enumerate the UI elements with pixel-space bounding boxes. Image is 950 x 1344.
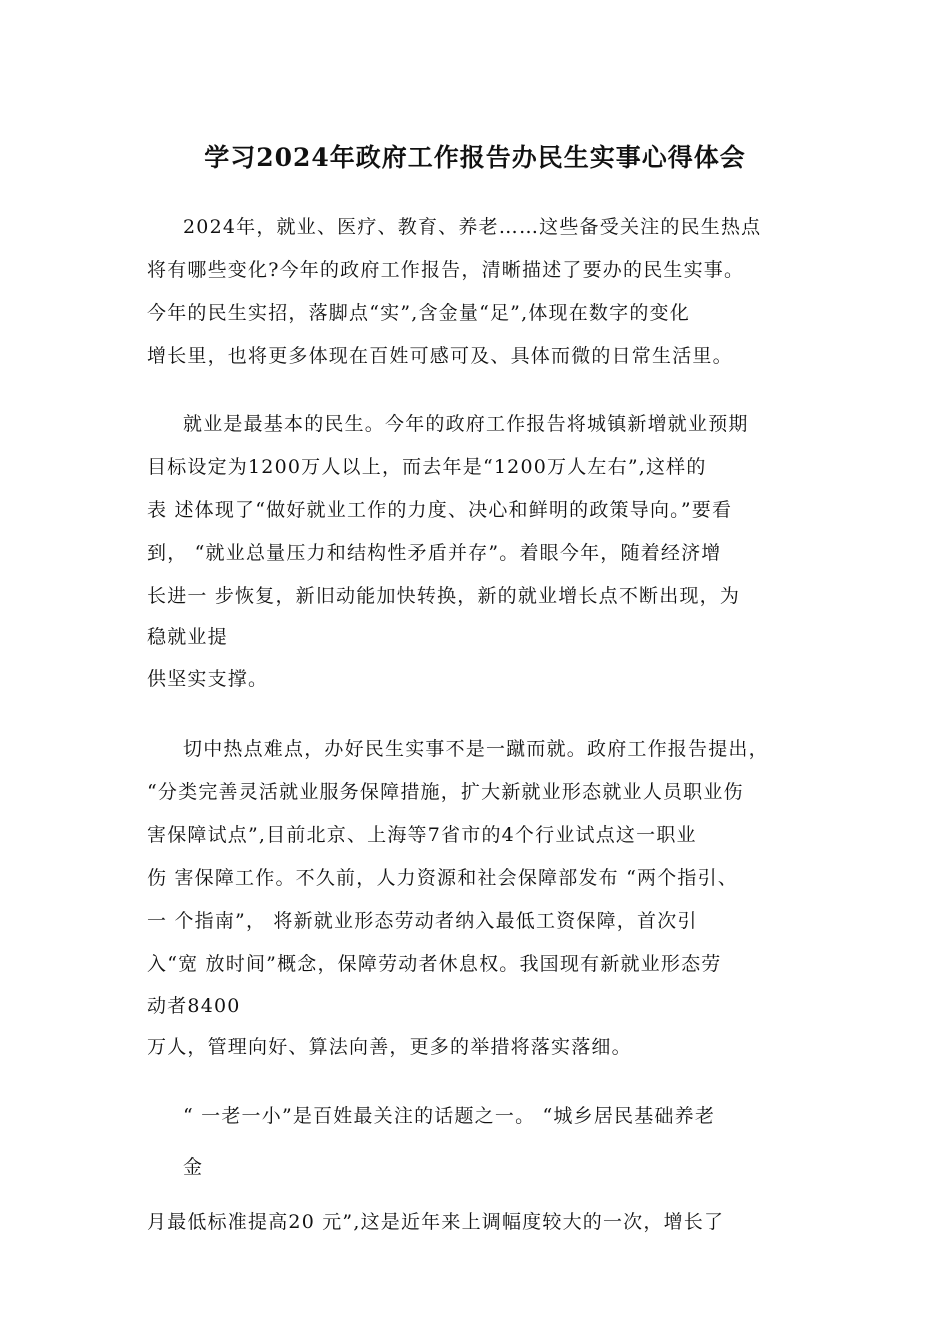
paragraph-4-line-1: “ 一老一小”是百姓最关注的话题之一。 “城乡居民基础养老: [183, 1105, 716, 1127]
paragraph-3-line-5: 一 个指南”， 将新就业形态劳动者纳入最低工资保障，首次引: [147, 910, 698, 932]
paragraph-3-line-1: 切中热点难点，办好民生实事不是一蹴而就。政府工作报告提出，: [183, 738, 769, 760]
paragraph-3-line-6: 入“宽 放时间”概念，保障劳动者休息权。我国现有新就业形态劳: [147, 953, 722, 975]
paragraph-1-line-2: 将有哪些变化?今年的政府工作报告，清晰描述了要办的民生实事。: [147, 259, 745, 281]
paragraph-3-line-3: 害保障试点”,目前北京、上海等7省市的4个行业试点这一职业: [147, 824, 697, 846]
paragraph-1-line-3: 今年的民生实招，落脚点“实”,含金量“足”,体现在数字的变化: [147, 302, 690, 324]
paragraph-2-line-3: 表 述体现了“做好就业工作的力度、决心和鲜明的政策导向。”要看: [147, 499, 733, 521]
document-title: 学习2024年政府工作报告办民生实事心得体会: [204, 143, 746, 172]
paragraph-3-line-7: 动者8400: [147, 995, 241, 1017]
paragraph-4-line-3: 月最低标准提高20 元”,这是近年来上调幅度较大的一次，增长了: [147, 1211, 725, 1233]
paragraph-2-line-5: 长进一 步恢复，新旧动能加快转换，新的就业增长点不断出现，为: [147, 585, 741, 607]
paragraph-2-line-7: 供坚实支撑。: [147, 668, 269, 690]
paragraph-1-line-4: 增长里，也将更多体现在百姓可感可及、具体而微的日常生活里。: [147, 345, 733, 367]
paragraph-2-line-6: 稳就业提: [147, 626, 228, 648]
paragraph-2-line-2: 目标设定为1200万人以上，而去年是“1200万人左右”,这样的: [147, 456, 707, 478]
paragraph-2-line-4: 到， “就业总量压力和结构性矛盾并存”。着眼今年，随着经济增: [147, 542, 722, 564]
paragraph-3-line-2: “分类完善灵活就业服务保障措施，扩大新就业形态就业人员职业伤: [147, 781, 744, 803]
paragraph-2-line-1: 就业是最基本的民生。今年的政府工作报告将城镇新增就业预期: [183, 413, 749, 435]
paragraph-3-line-4: 伤 害保障工作。不久前，人力资源和社会保障部发布 “两个指引、: [147, 867, 738, 889]
paragraph-1-line-1: 2024年，就业、医疗、教育、养老……这些备受关注的民生热点: [183, 216, 762, 238]
paragraph-3-line-8: 万人，管理向好、算法向善，更多的举措将落实落细。: [147, 1036, 632, 1058]
paragraph-4-line-2: 金: [183, 1156, 204, 1178]
